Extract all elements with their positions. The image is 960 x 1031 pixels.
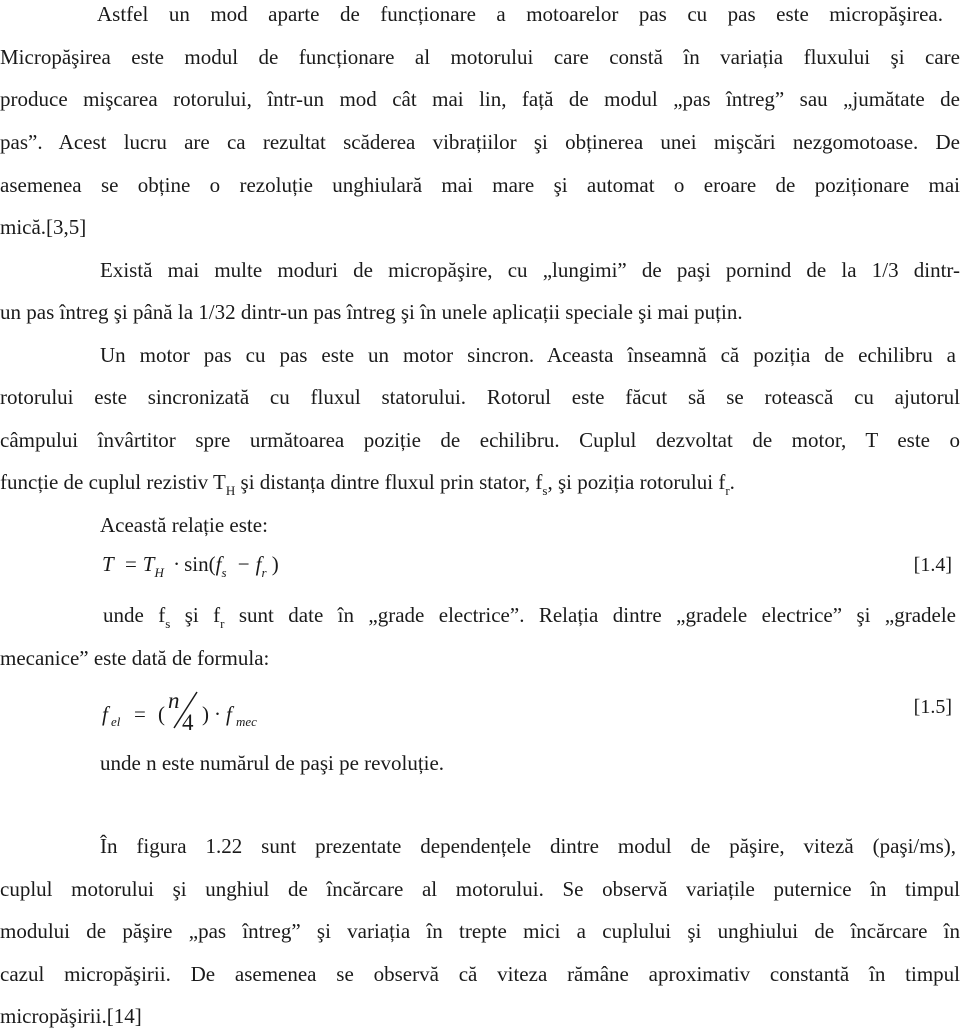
p5-subscript-r: r: [220, 616, 225, 631]
eq2-f: f: [102, 702, 108, 726]
eq2-n: n: [168, 688, 180, 713]
paragraph-7-line-5: micropăşirii.[14]: [0, 1004, 142, 1028]
p3-text-c: , şi poziția rotorului f: [547, 470, 726, 494]
eq2-sub-mec: mec: [236, 714, 257, 729]
paragraph-7-line-4: cazul micropăşirii. De asemenea se observă că viteza rămâne aproximativ constantă în timpul: [0, 962, 960, 986]
paragraph-4-line-1: Această relație este:: [100, 513, 268, 537]
eq2-f2: f: [226, 702, 232, 726]
paragraph-5-line-2: mecanice” este dată de formula:: [0, 646, 270, 670]
eq2-close: ): [202, 702, 209, 726]
p3-text-b: şi distanța dintre fluxul prin stator, f: [235, 470, 543, 494]
paragraph-7-line-2: cuplul motorului şi unghiul de încărcare al motorului. Se observă variațile puternice în timpul: [0, 877, 960, 901]
eq2-four: 4: [182, 710, 194, 735]
equation-1-4: [102, 552, 279, 580]
eq1-sub-h: H: [154, 565, 164, 580]
subscript-s: s: [542, 483, 548, 498]
paragraph-1-line-6: mică.[3,5]: [0, 215, 87, 239]
paragraph-7-line-3: modului de păşire „pas întreg” şi variația în trepte mici a cuplului şi unghiului de încărcare în: [0, 919, 960, 943]
paragraph-3-line-1: Un motor pas cu pas este un motor sincron. Aceasta înseamnă că poziția de echilibru a: [100, 343, 956, 367]
eq1-sub-s: s: [221, 565, 227, 580]
paragraph-3-line-4: [0, 470, 960, 497]
paragraph-3-line-3: câmpului învârtitor spre următoarea poziție de echilibru. Cuplul dezvoltat de motor, T este o: [0, 428, 960, 452]
paragraph-1-line-1: Astfel un mod aparte de funcționare a motoarelor pas cu pas este micropăşirea.: [97, 2, 943, 26]
eq1-sub-r: r: [261, 565, 267, 580]
subscript-h: H: [225, 483, 236, 498]
p3-text-d: .: [729, 470, 735, 494]
eq1-equals: =: [124, 552, 137, 576]
eq2-dot: ·: [214, 702, 221, 726]
eq1-dot: ·: [173, 552, 181, 576]
paragraph-2-line-1: Există mai multe moduri de micropăşire, cu „lungimi” de paşi pornind de la 1/3 dintr-: [100, 258, 960, 282]
eq2-equals: =: [134, 702, 146, 726]
paragraph-3-line-2: rotorului este sincronizată cu fluxul statorului. Rotorul este făcut să se rotească cu ajutorul: [0, 385, 960, 409]
eq1-t: T: [142, 552, 155, 576]
paragraph-1-line-5: asemenea se obține o rezoluție unghiulară mai mare şi automat o eroare de poziționare mai: [0, 173, 960, 197]
paragraph-6-line-1: unde n este numărul de paşi pe revoluție.: [100, 751, 445, 775]
p5-text-c: sunt date în „grade electrice”. Relația dintre „gradele electrice” şi „gradele: [224, 603, 956, 627]
p5-text-a: unde f: [103, 603, 166, 627]
p5-text-b: şi f: [170, 603, 221, 627]
eq1-lhs: T: [102, 552, 114, 576]
equation-1-5: [102, 690, 302, 734]
p5-subscript-s: s: [165, 616, 171, 631]
subscript-r: r: [725, 483, 730, 498]
paragraph-1-line-2: Micropăşirea este modul de funcționare al motorului care constă în variația fluxului şi care: [0, 45, 960, 69]
eq2-sub-el: el: [111, 714, 121, 729]
eq2-open: (: [158, 702, 165, 726]
paragraph-2-line-2: un pas întreg şi până la 1/32 dintr-un pas întreg şi în unele aplicații speciale şi mai puțin.: [0, 300, 743, 324]
p3-text-a: funcție de cuplul rezistiv T: [0, 470, 226, 494]
eq1-minus: −: [237, 552, 250, 576]
paragraph-1-line-4: pas”. Acest lucru are ca rezultat scăderea vibrațiilor şi obținerea unei mişcări nezgomotoase. De: [0, 130, 960, 154]
eq1-f2: f: [255, 552, 262, 576]
eq1-close: ): [271, 552, 279, 576]
equation-number-1-5: [1.5]: [913, 696, 952, 718]
eq1-sin: sin(: [184, 552, 216, 576]
equation-number-1-4: [1.4]: [913, 554, 952, 576]
paragraph-1-line-3: produce mişcarea rotorului, într-un mod cât mai lin, față de modul „pas întreg” sau „jumătate de: [0, 87, 960, 111]
eq1-f1: f: [215, 552, 222, 576]
paragraph-7-line-1: În figura 1.22 sunt prezentate dependențele dintre modul de păşire, viteză (paşi/ms),: [100, 834, 956, 858]
paragraph-5-line-1: [103, 603, 956, 630]
